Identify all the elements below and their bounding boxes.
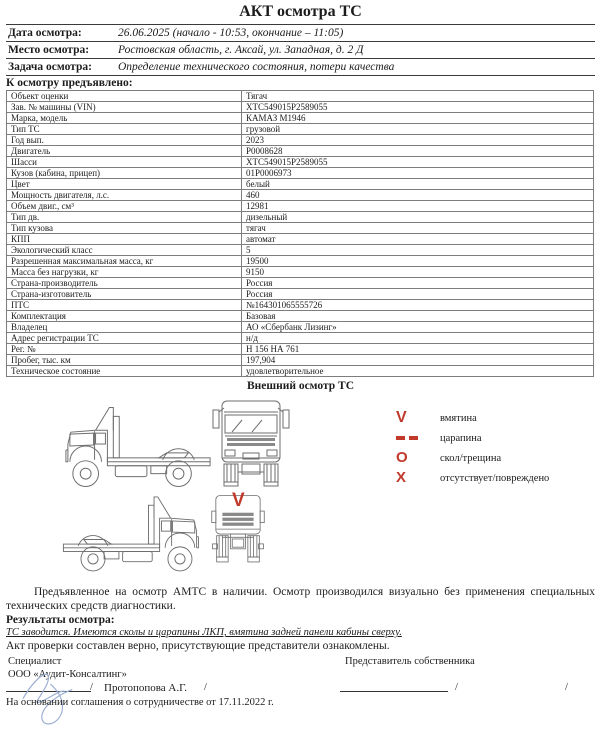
vehicle-attribute-value: №164301065555726	[242, 300, 594, 311]
table-row	[7, 179, 594, 190]
chip-o-icon: O	[396, 449, 408, 466]
vehicle-attribute-value: 197,904	[242, 355, 594, 366]
vehicle-attribute-value: Россия	[242, 278, 594, 289]
table-row	[7, 157, 594, 168]
vehicle-attribute-label: Владелец	[7, 322, 242, 333]
info-value: 26.06.2025 (начало - 10:53, окончание – 11:05)	[118, 27, 344, 39]
legend-label: отсутствует/повреждено	[440, 472, 550, 484]
vehicle-attribute-value: автомат	[242, 234, 594, 245]
table-row	[7, 300, 594, 311]
legend-item-chip	[396, 448, 586, 468]
vehicle-attribute-label: Техническое состояние	[7, 366, 242, 377]
legend-item-missing	[396, 468, 586, 488]
specialist-role-label: Специалист	[8, 656, 62, 667]
vehicle-attribute-label: Марка, модель	[7, 113, 242, 124]
info-row	[6, 42, 595, 59]
owner-representative-label: Представитель собственника	[345, 656, 475, 667]
vehicle-attribute-label: Адрес регистрации ТС	[7, 333, 242, 344]
table-row	[7, 190, 594, 201]
inspection-paragraph: Предъявленное на осмотр АМТС в наличии. Осмотр производился визуально без применения специальных технических средств диагностики.	[6, 586, 595, 612]
table-row	[7, 168, 594, 179]
damage-legend	[396, 408, 586, 488]
info-label: Дата осмотра:	[8, 27, 82, 39]
vehicle-attribute-value: дизельный	[242, 212, 594, 223]
vehicle-attribute-label: Разрешенная максимальная масса, кг	[7, 256, 242, 267]
legend-label: скол/трещина	[440, 452, 502, 464]
vehicle-attribute-value: КАМАЗ М1946	[242, 113, 594, 124]
table-row	[7, 267, 594, 278]
vehicle-attribute-label: Экологический класс	[7, 245, 242, 256]
vehicle-attribute-label: Объект оценки	[7, 91, 242, 102]
table-row	[7, 201, 594, 212]
table-row	[7, 289, 594, 300]
truck-side-icon	[56, 490, 204, 576]
vehicle-attribute-label: Шасси	[7, 157, 242, 168]
agreement-basis-line: На основании соглашения о сотрудничестве от 17.11.2022 г.	[6, 697, 274, 708]
table-row	[7, 146, 594, 157]
vehicle-attribute-label: Страна-изготовитель	[7, 289, 242, 300]
table-row	[7, 135, 594, 146]
table-row	[7, 91, 594, 102]
slash-separator: /	[204, 682, 207, 693]
vehicle-attribute-label: Объем двиг., см³	[7, 201, 242, 212]
dent-v-icon: V	[396, 409, 407, 426]
table-row	[7, 234, 594, 245]
vehicle-attribute-label: Кузов (кабина, прицеп)	[7, 168, 242, 179]
table-row	[7, 256, 594, 267]
info-label: Место осмотра:	[8, 44, 90, 56]
results-heading: Результаты осмотра:	[6, 614, 115, 626]
vehicle-attribute-label: Масса без нагрузки, кг	[7, 267, 242, 278]
owner-signature-line	[340, 676, 448, 692]
table-row	[7, 212, 594, 223]
table-row	[7, 124, 594, 135]
vehicle-attribute-label: Тип кузова	[7, 223, 242, 234]
vehicle-attribute-label: Двигатель	[7, 146, 242, 157]
table-row	[7, 366, 594, 377]
vehicle-details-table	[6, 90, 594, 377]
confirmation-line: Акт проверки составлен верно, присутствующие представители ознакомлены.	[6, 640, 390, 652]
vehicle-attribute-label: Рег. №	[7, 344, 242, 355]
vehicle-attribute-value: тягач	[242, 223, 594, 234]
vehicle-attribute-value: белый	[242, 179, 594, 190]
legend-label: царапина	[440, 432, 482, 444]
table-row	[7, 333, 594, 344]
table-row	[7, 278, 594, 289]
vehicle-attribute-value: Н 156 НА 761	[242, 344, 594, 355]
legend-label: вмятина	[440, 412, 477, 424]
info-label: Задача осмотра:	[8, 61, 92, 73]
truck-side-icon	[60, 400, 218, 492]
vehicle-attribute-label: ПТС	[7, 300, 242, 311]
legend-item-dent	[396, 408, 586, 428]
page-title: АКТ осмотра ТС	[239, 3, 362, 20]
specialist-name: Протопопова А.Г.	[104, 682, 187, 694]
info-row	[6, 59, 595, 76]
vehicle-attribute-value: 12981	[242, 201, 594, 212]
table-row	[7, 102, 594, 113]
truck-front-view-drawing	[212, 398, 290, 494]
slash-separator: /	[90, 682, 93, 693]
info-value: Определение технического состояния, потери качества	[118, 61, 395, 73]
vehicle-attribute-value: Россия	[242, 289, 594, 300]
truck-front-icon	[212, 398, 290, 494]
vehicle-attribute-value: XTC549015P2589055	[242, 102, 594, 113]
dent-mark: V	[232, 490, 245, 511]
vehicle-attribute-label: Цвет	[7, 179, 242, 190]
slash-separator: /	[565, 682, 568, 693]
vehicle-attribute-label: КПП	[7, 234, 242, 245]
info-row	[6, 25, 595, 42]
vehicle-attribute-label: Тип ТС	[7, 124, 242, 135]
table-row	[7, 311, 594, 322]
table-row	[7, 245, 594, 256]
table-row	[7, 113, 594, 124]
vehicle-attribute-label: Зав. № машины (VIN)	[7, 102, 242, 113]
info-value: Ростовская область, г. Аксай, ул. Западная, д. 2 Д	[118, 44, 364, 56]
vehicle-attribute-value: Базовая	[242, 311, 594, 322]
inspection-info-table	[6, 24, 595, 76]
vehicle-attribute-value: P0008628	[242, 146, 594, 157]
handwritten-signature	[6, 664, 124, 728]
table-row	[7, 344, 594, 355]
truck-side-view-right-drawing	[56, 490, 204, 576]
vehicle-attribute-value: 5	[242, 245, 594, 256]
vehicle-attribute-label: Тип дв.	[7, 212, 242, 223]
table-row	[7, 355, 594, 366]
vehicle-attribute-value: удовлетворительное	[242, 366, 594, 377]
vehicle-attribute-value: 01P0006973	[242, 168, 594, 179]
missing-x-icon: X	[396, 469, 407, 486]
specialist-org-label: ООО «Аудит-Консалтинг»	[8, 669, 127, 680]
vehicle-attribute-label: Страна-производитель	[7, 278, 242, 289]
vehicle-attribute-value: н/д	[242, 333, 594, 344]
scratch-dash-icon	[396, 436, 440, 440]
vehicle-attribute-value: АО «Сбербанк Лизинг»	[242, 322, 594, 333]
vehicle-attribute-label: Комплектация	[7, 311, 242, 322]
table-row	[7, 322, 594, 333]
vehicle-attribute-value: Тягач	[242, 91, 594, 102]
presented-heading: К осмотру предъявлено:	[6, 77, 133, 89]
results-line: ТС заводится. Имеются сколы и царапины ЛКП, вмятина задней панели кабины сверху.	[6, 627, 402, 638]
vehicle-attribute-value: 19500	[242, 256, 594, 267]
exterior-inspection-heading: Внешний осмотр ТС	[246, 380, 355, 392]
legend-item-scratch	[396, 428, 586, 448]
slash-separator: /	[455, 682, 458, 693]
vehicle-attribute-value: XTC549015P2589055	[242, 157, 594, 168]
vehicle-attribute-value: грузовой	[242, 124, 594, 135]
truck-side-view-left-drawing	[60, 400, 218, 492]
truck-rear-view-drawing	[206, 490, 270, 574]
vehicle-attribute-value: 460	[242, 190, 594, 201]
vehicle-attribute-value: 2023	[242, 135, 594, 146]
vehicle-attribute-value: 9150	[242, 267, 594, 278]
vehicle-attribute-label: Пробег, тыс. км	[7, 355, 242, 366]
vehicle-attribute-label: Мощность двигателя, л.с.	[7, 190, 242, 201]
vehicle-attribute-label: Год вып.	[7, 135, 242, 146]
table-row	[7, 223, 594, 234]
